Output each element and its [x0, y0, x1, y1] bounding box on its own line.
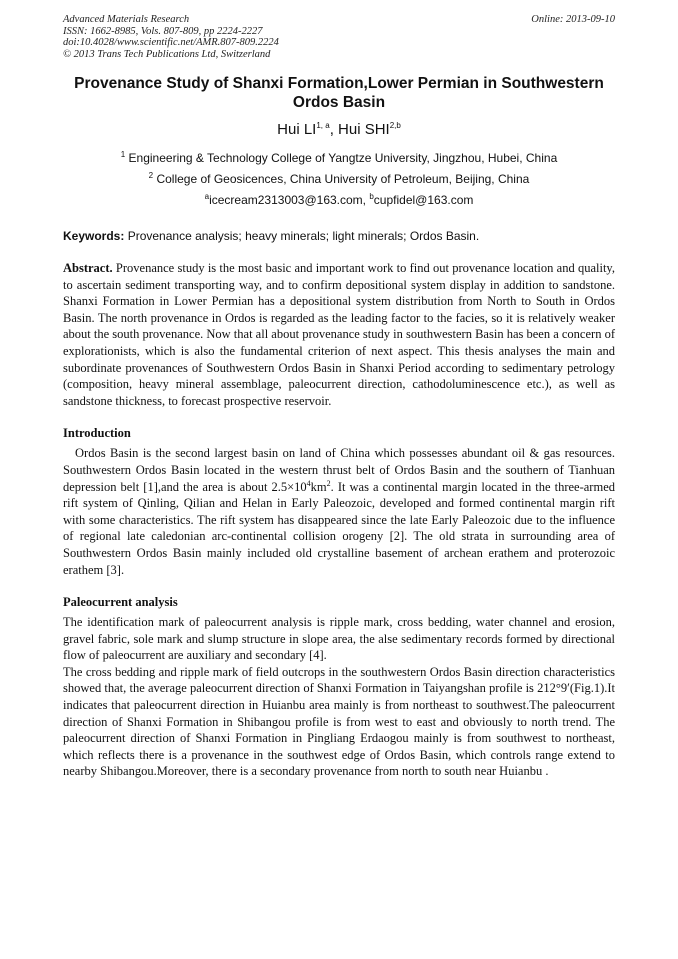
online-date: Online: 2013-09-10 [531, 14, 615, 25]
author-2-name: Hui SHI [338, 121, 390, 138]
doi-line[interactable]: doi:10.4028/www.scientific.net/AMR.807-809.2224 [63, 37, 279, 48]
author-separator: , [329, 121, 339, 138]
introduction-heading: Introduction [63, 426, 131, 441]
paper-page [63, 14, 615, 780]
intro-text-1: Ordos Basin is the second largest basin on land of China which possesses abundant oil & gas resources. Southwestern Ordos Basin located in the western thrust belt of Ordos Basin and the southern of Tianhuan depression belt [1],and the area is about 2.5×10 [63, 446, 615, 494]
email-a-marker: a [204, 192, 210, 201]
affiliation-2-text: College of Geosicences, China University of Petroleum, Beijing, China [153, 172, 530, 186]
journal-meta [63, 14, 615, 60]
affiliation-2 [63, 169, 615, 190]
affiliations [63, 148, 615, 190]
keywords-label: Keywords: [63, 229, 125, 243]
affiliation-2-marker: 2 [148, 171, 154, 180]
author-line [63, 121, 615, 139]
intro-text-3: . It was a continental margin located in the three-armed rift system of Qinling, Qilian and Helan in Early Paleozoic, developed and formed continental margin rift with some characteristics. The rift system has disappeared since the late Early Paleozoic due to the influence of regional late caledonian arc-continental collision orogeny [2]. The old strata in surrounding area of Southwestern Ordos Basin mainly included old crystalline basement of archean erathem and proterozoic erathem [3]. [63, 479, 615, 577]
affiliation-1-text: Engineering & Technology College of Yangtze University, Jingzhou, Hubei, China [125, 151, 558, 165]
email-b-marker: b [369, 192, 374, 201]
introduction-paragraph [63, 445, 615, 578]
paper-title: Provenance Study of Shanxi Formation,Lower Permian in Southwestern Ordos Basin [74, 75, 604, 111]
abstract-label: Abstract. [63, 261, 113, 275]
affiliation-1-marker: 1 [120, 150, 126, 159]
intro-sup-1: 4 [306, 478, 311, 488]
affiliation-1 [63, 148, 615, 169]
author-2-marker: 2,b [389, 121, 401, 130]
abstract-text: Provenance study is the most basic and important work to find out provenance location and quality, to ascertain sediment transporting way, and to confirm depositional system display in addition to sandstone. Shanxi Formation in Lower Permian has a depositional system distribution from North to South in Ordos Basin. The north provenance in Ordos is regarded as the leading factor to the facies, so it is relatively weaker about the south provenance. Now that all about provenance study in southwestern Basin has been a concern of explorationists, which is also the fundamental criterion of next aspect. This thesis analyses the main and subordinate provenances of Southwestern Ordos Basin in Shanxi Period according to sedimentary petrology (composition, heavy mineral assemblage, paleocurrent direction, cathodoluminescence etc.), as well as sandstone thickness, to forecast prospective reservoir. [63, 261, 615, 408]
keywords-text: Provenance analysis; heavy minerals; light minerals; Ordos Basin. [124, 229, 480, 243]
author-1-marker: 1, a [316, 121, 330, 130]
intro-sup-2: 2 [326, 478, 331, 488]
paleocurrent-heading: Paleocurrent analysis [63, 595, 178, 610]
email-b[interactable]: cupfidel@163.com [373, 193, 474, 207]
paleocurrent-paragraph-2: The cross bedding and ripple mark of field outcrops in the southwestern Ordos Basin direction characteristics showed that, the average paleocurrent direction of Shanxi Formation in Taiyangshan profile is 212°9′(Fig.1).It indicates that paleocurrent direction in Huianbu area mainly is from northeast to southwest.The paleocurrent direction of Shanxi Formation in Shibangou profile is from west to east and obviously to north trend. The paleocurrent direction of Shanxi Formation in Pingliang Erdaogou mainly is from southwest to northeast, which reflects there is a provenance in the southwest edge of Ordos Basin, which controls range extend to nearby Shibangou.Moreover, there is a secondary provenance from north to south near Huianbu . [63, 664, 615, 779]
email-a[interactable]: icecream2313003@163.com, [209, 193, 370, 207]
paleocurrent-paragraph-1: The identification mark of paleocurrent analysis is ripple mark, cross bedding, water channel and erosion, gravel fabric, sole mark and slump structure in slope area, the alse sedimentary records formed by directional flow of paleocurrent are auxiliary and secondary [4]. [63, 615, 615, 663]
abstract [63, 260, 615, 409]
intro-text-2: km [310, 479, 327, 494]
issn-line: ISSN: 1662-8985, Vols. 807-809, pp 2224-2227 [63, 25, 263, 37]
author-emails [63, 190, 615, 211]
journal-name: Advanced Materials Research [63, 14, 190, 25]
copyright-line: © 2013 Trans Tech Publications Ltd, Switzerland [63, 48, 271, 60]
author-1-name: Hui LI [277, 121, 317, 138]
keywords [63, 228, 615, 244]
